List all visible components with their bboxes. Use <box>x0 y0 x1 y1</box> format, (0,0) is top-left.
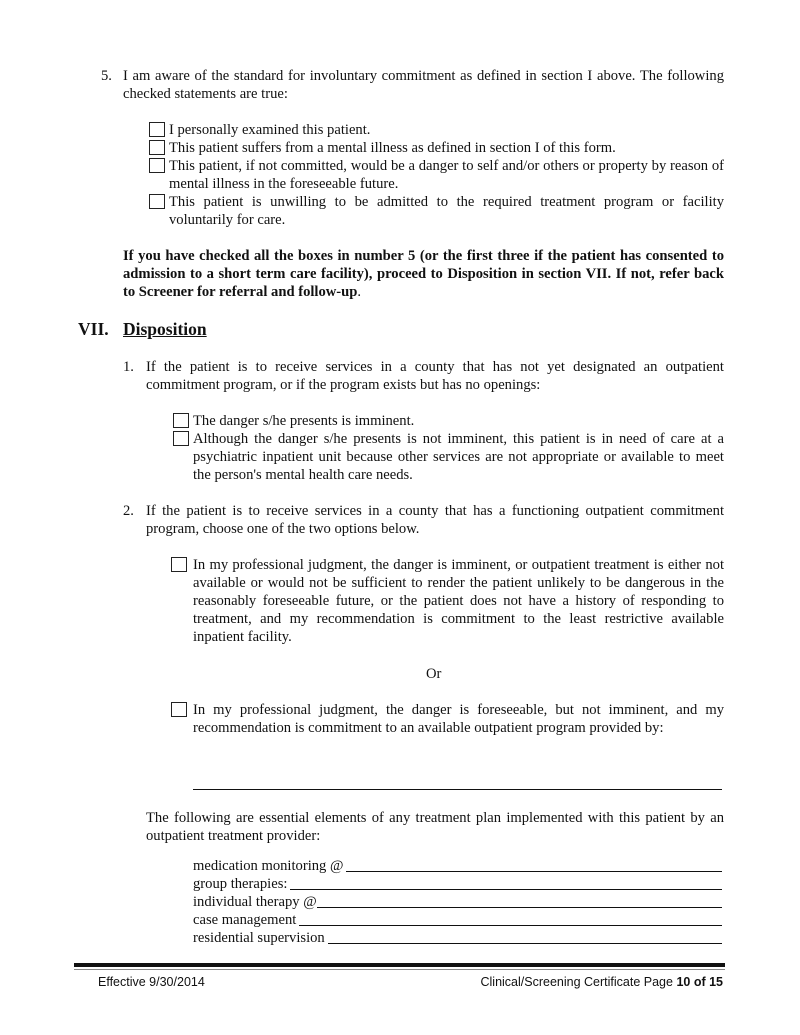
item-1-text: If the patient is to receive services in a county that has not yet designated an outpatient commitment program, or if the program exists but has no openings: <box>146 359 724 393</box>
instruction-end: . <box>357 284 362 300</box>
element-case-management <box>193 911 722 929</box>
footer-page-info <box>481 973 724 991</box>
item-number: 2. <box>123 503 134 519</box>
item-5-text: I am aware of the standard for involuntary commitment as defined in section I above. The following checked statements are true: <box>123 68 724 102</box>
option-outpatient-text: In my professional judgment, the danger is foreseeable, but not imminent, and my recommendation is commitment to an available outpatient program provided by: <box>193 702 724 736</box>
checkbox[interactable] <box>149 194 165 209</box>
instruction-bold: If you have checked all the boxes in number 5 (or the first three if the patient has consented to admission to a short term care facility), proceed to Disposition in section VII. If not, refer back to Screener for referral and follow-up <box>123 248 724 300</box>
element-label: residential supervision <box>193 930 325 946</box>
page-number: 10 <box>676 975 691 989</box>
element-residential-supervision <box>193 929 722 947</box>
element-input-line[interactable] <box>346 871 722 872</box>
element-medication-monitoring <box>193 857 722 875</box>
check-label: This patient, if not committed, would be a danger to self and/or others or property by reason of mental illness in the foreseeable future. <box>169 158 724 192</box>
section-numeral: VII. <box>78 319 109 339</box>
item-number: 1. <box>123 359 134 375</box>
footer-title: Clinical/Screening Certificate Page <box>480 975 677 989</box>
element-input-line[interactable] <box>299 925 722 926</box>
item-number: 5. <box>101 68 112 84</box>
element-label: individual therapy @ <box>193 894 317 910</box>
check-label: Although the danger s/he presents is not imminent, this patient is in need of care at a psychiatric inpatient unit because other services are not appropriate or available to meet the person's mental health care needs. <box>193 431 724 483</box>
footer-effective-date: Effective 9/30/2014 <box>98 975 205 989</box>
element-input-line[interactable] <box>328 943 722 944</box>
check-label: This patient is unwilling to be admitted to the required treatment program or facility voluntarily for care. <box>169 194 724 228</box>
provider-field-line[interactable] <box>193 789 722 790</box>
element-input-line[interactable] <box>290 889 722 890</box>
element-group-therapies <box>193 875 722 893</box>
element-label: medication monitoring @ <box>193 858 344 874</box>
page-of: of <box>690 975 710 989</box>
check-label: The danger s/he presents is imminent. <box>193 413 415 429</box>
element-individual-therapy <box>193 893 722 911</box>
footer-rule <box>74 963 725 967</box>
footer-rule-thin <box>74 969 725 970</box>
option-inpatient-text: In my professional judgment, the danger is imminent, or outpatient treatment is either not available or would not be sufficient to render the patient unlikely to be dangerous in the reasonably foreseeable future, or the patient does not have a history of responding to treatment, and my recommendation is commitment to the least restrictive available inpatient facility. <box>193 557 724 645</box>
checkbox[interactable] <box>149 158 165 173</box>
element-label: group therapies: <box>193 876 288 892</box>
checkbox-option-inpatient[interactable] <box>171 557 187 572</box>
check-label: I personally examined this patient. <box>169 122 371 138</box>
instruction-paragraph <box>123 247 724 301</box>
checkbox[interactable] <box>173 431 189 446</box>
elements-intro: The following are essential elements of any treatment plan implemented with this patient by an outpatient treatment provider: <box>146 810 724 844</box>
page-total: 15 <box>709 975 723 989</box>
section-title: Disposition <box>123 319 207 339</box>
element-input-line[interactable] <box>317 907 722 908</box>
checkbox-option-outpatient[interactable] <box>171 702 187 717</box>
treatment-elements-list <box>193 857 722 947</box>
item-2-text: If the patient is to receive services in a county that has a functioning outpatient commitment program, choose one of the two options below. <box>146 503 724 537</box>
check-label: This patient suffers from a mental illness as defined in section I of this form. <box>169 140 616 156</box>
checkbox[interactable] <box>149 122 165 137</box>
checkbox[interactable] <box>173 413 189 428</box>
or-separator: Or <box>426 666 442 682</box>
element-label: case management <box>193 912 297 928</box>
checkbox[interactable] <box>149 140 165 155</box>
